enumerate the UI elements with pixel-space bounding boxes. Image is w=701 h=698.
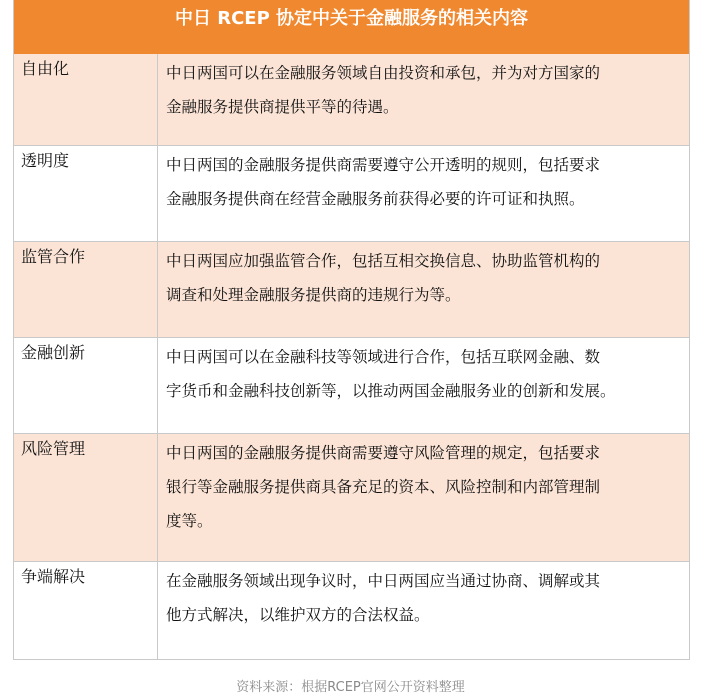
description-line: 中日两国应加强监管合作，包括互相交换信息、协助监管机构的 xyxy=(166,252,601,270)
row-description xyxy=(158,242,689,337)
source-note: 资料来源：根据RCEP官网公开资料整理 xyxy=(236,680,465,695)
row-description xyxy=(158,562,689,659)
row-category: 监管合作 xyxy=(14,242,158,337)
row-category: 透明度 xyxy=(14,146,158,241)
description-line: 中日两国可以在金融科技等领域进行合作，包括互联网金融、数 xyxy=(166,348,601,366)
description-line: 调查和处理金融服务提供商的违规行为等。 xyxy=(166,286,461,304)
description-line: 金融服务提供商提供平等的待遇。 xyxy=(166,98,399,116)
table-row xyxy=(14,54,689,146)
description-line: 金融服务提供商在经营金融服务前获得必要的许可证和执照。 xyxy=(166,190,585,208)
row-description xyxy=(158,338,689,433)
description-line: 中日两国的金融服务提供商需要遵守风险管理的规定，包括要求 xyxy=(166,444,601,462)
description-line: 在金融服务领域出现争议时，中日两国应当通过协商、调解或其 xyxy=(166,572,601,590)
row-category: 争端解决 xyxy=(14,562,158,659)
row-category: 自由化 xyxy=(14,54,158,145)
description-line: 字货币和金融科技创新等，以推动两国金融服务业的创新和发展。 xyxy=(166,382,616,400)
table-row xyxy=(14,562,689,660)
row-description xyxy=(158,434,689,561)
table-row xyxy=(14,146,689,242)
row-category: 金融创新 xyxy=(14,338,158,433)
table-row xyxy=(14,242,689,338)
description-line: 银行等金融服务提供商具备充足的资本、风险控制和内部管理制 xyxy=(166,478,601,496)
row-description xyxy=(158,146,689,241)
description-line: 中日两国的金融服务提供商需要遵守公开透明的规则，包括要求 xyxy=(166,156,601,174)
rcep-finance-table xyxy=(13,0,690,660)
description-line: 中日两国可以在金融服务领域自由投资和承包，并为对方国家的 xyxy=(166,64,601,82)
description-line: 度等。 xyxy=(166,512,213,530)
table-row xyxy=(14,434,689,562)
row-description xyxy=(158,54,689,145)
table-title: 中日 RCEP 协定中关于金融服务的相关内容 xyxy=(14,0,689,54)
description-line: 他方式解决，以维护双方的合法权益。 xyxy=(166,606,430,624)
row-category: 风险管理 xyxy=(14,434,158,561)
table-row xyxy=(14,338,689,434)
